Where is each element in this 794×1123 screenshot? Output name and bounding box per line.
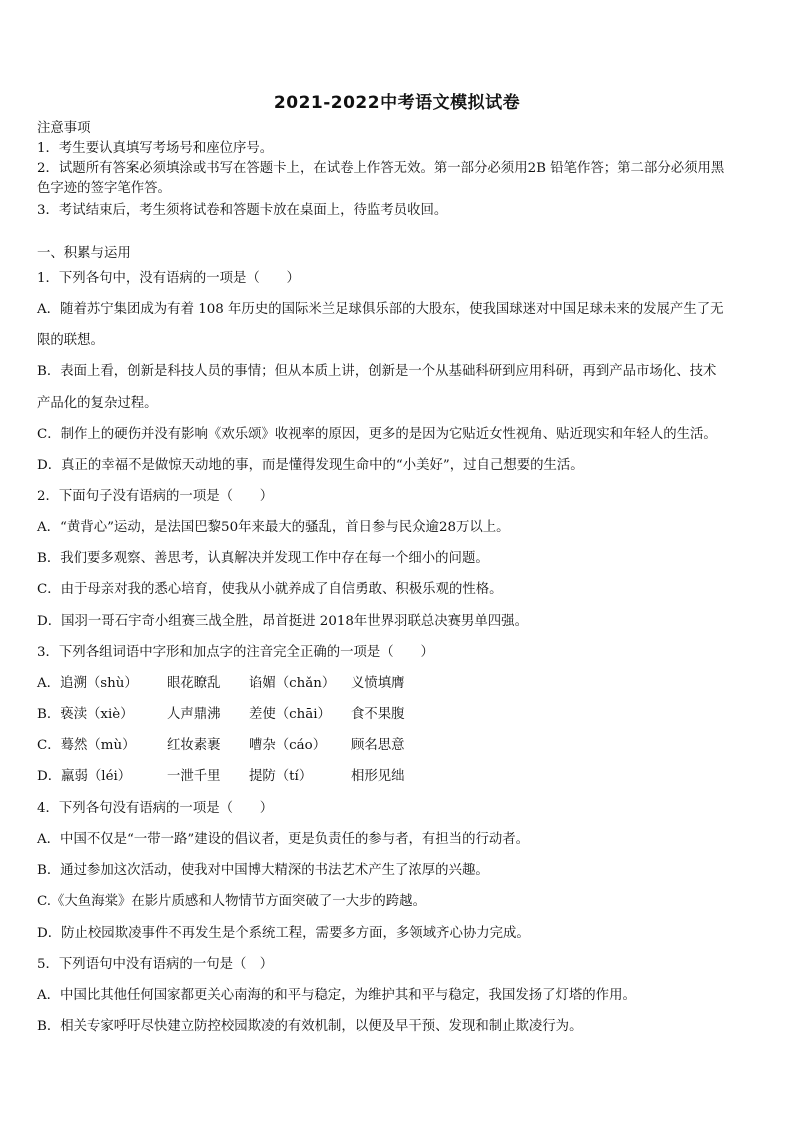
option-row-b <box>37 705 405 725</box>
option-term: 提防（tí） <box>249 769 313 784</box>
question-stem: 3．下列各组词语中字形和加点字的注音完全正确的一项是（ ） <box>37 645 434 660</box>
option-c: C．制作上的硬伤并没有影响《欢乐颂》收视率的原因，更多的是因为它贴近女性视角、贴近现实和年轻人的生活。 <box>37 427 717 442</box>
option-row-a <box>37 674 405 694</box>
option-c: C．由于母亲对我的悉心培育，使我从小就养成了自信勇敢、积极乐观的性格。 <box>37 582 503 597</box>
option-b: B．表面上看，创新是科技人员的事情；但从本质上讲，创新是一个从基础科研到应用科研，再到产品市场化、技术 <box>37 364 717 379</box>
page-title: 2021-2022中考语文模拟试卷 <box>273 93 521 113</box>
option-a-cont: 限的联想。 <box>37 333 104 348</box>
option-term: 顾名思意 <box>351 738 405 753</box>
option-c: C.《大鱼海棠》在影片质感和人物情节方面突破了一大步的跨越。 <box>37 894 426 909</box>
option-term: 食不果腹 <box>351 707 405 722</box>
notice-heading: 注意事项 <box>37 121 91 136</box>
option-term: C．蓦然（mù） <box>37 738 136 753</box>
option-d: D．防止校园欺凌事件不再发生是个系统工程，需要多方面，多领域齐心协力完成。 <box>37 926 530 941</box>
option-a: A．中国不仅是“一带一路”建设的倡议者，更是负责任的参与者，有担当的行动者。 <box>37 832 530 847</box>
option-a: A．随着苏宁集团成为有着 108 年历史的国际米兰足球俱乐部的大股东，使我国球迷对中国足球未来的发展产生了无 <box>37 302 724 317</box>
notice-item: 1．考生要认真填写考场号和座位序号。 <box>37 141 274 156</box>
option-term: 一泄千里 <box>167 769 221 784</box>
option-term: 眼花瞭乱 <box>167 676 221 691</box>
question-stem: 4．下列各句没有语病的一项是（ ） <box>37 801 274 816</box>
option-term: A．追溯（shù） <box>37 676 138 691</box>
option-term: B．亵渎（xiè） <box>37 707 134 722</box>
question-stem: 5．下列语句中没有语病的一句是（ ） <box>37 957 274 972</box>
section-heading: 一、积累与运用 <box>37 246 131 261</box>
option-term: 嘈杂（cáo） <box>249 738 327 753</box>
option-term: 谄媚（chǎn） <box>249 676 336 691</box>
option-b: B．我们要多观察、善思考，认真解决并发现工作中存在每一个细小的问题。 <box>37 551 489 566</box>
notice-item: 3．考试结束后，考生须将试卷和答题卡放在桌面上，待监考员收回。 <box>37 203 448 218</box>
option-a: A．中国比其他任何国家都更关心南海的和平与稳定，为维护其和平与稳定，我国发扬了灯塔的作用。 <box>37 988 636 1003</box>
option-row-d <box>37 767 405 787</box>
option-b: B．通过参加这次活动，使我对中国博大精深的书法艺术产生了浓厚的兴趣。 <box>37 863 489 878</box>
option-d: D．真正的幸福不是做惊天动地的事，而是懂得发现生命中的“小美好”，过自己想要的生活。 <box>37 458 584 473</box>
option-a: A．“黄背心”运动，是法国巴黎50年来最大的骚乱，首日参与民众逾28万以上。 <box>37 520 510 535</box>
option-b: B．相关专家呼吁尽快建立防控校园欺凌的有效机制，以便及早干预、发现和制止欺凌行为。 <box>37 1019 583 1034</box>
option-b-cont: 产品化的复杂过程。 <box>37 396 158 411</box>
question-stem: 2．下面句子没有语病的一项是（ ） <box>37 489 274 504</box>
option-d: D．国羽一哥石宇奇小组赛三战全胜，昂首挺进 2018年世界羽联总决赛男单四强。 <box>37 614 528 629</box>
option-term: 红妆素裹 <box>167 738 221 753</box>
option-term: 义愤填膺 <box>351 676 405 691</box>
option-term: D．羸弱（léi） <box>37 769 132 784</box>
option-term: 差使（chāi） <box>249 707 331 722</box>
notice-item: 2．试题所有答案必须填涂或书写在答题卡上，在试卷上作答无效。第一部分必须用2B 铅笔作答；第二部分必须用黑 <box>37 161 725 176</box>
option-term: 相形见绌 <box>351 769 405 784</box>
notice-item: 色字迹的签字笔作答。 <box>37 181 171 196</box>
question-stem: 1．下列各句中，没有语病的一项是（ ） <box>37 271 300 286</box>
option-term: 人声鼎沸 <box>167 707 221 722</box>
option-row-c <box>37 736 405 756</box>
